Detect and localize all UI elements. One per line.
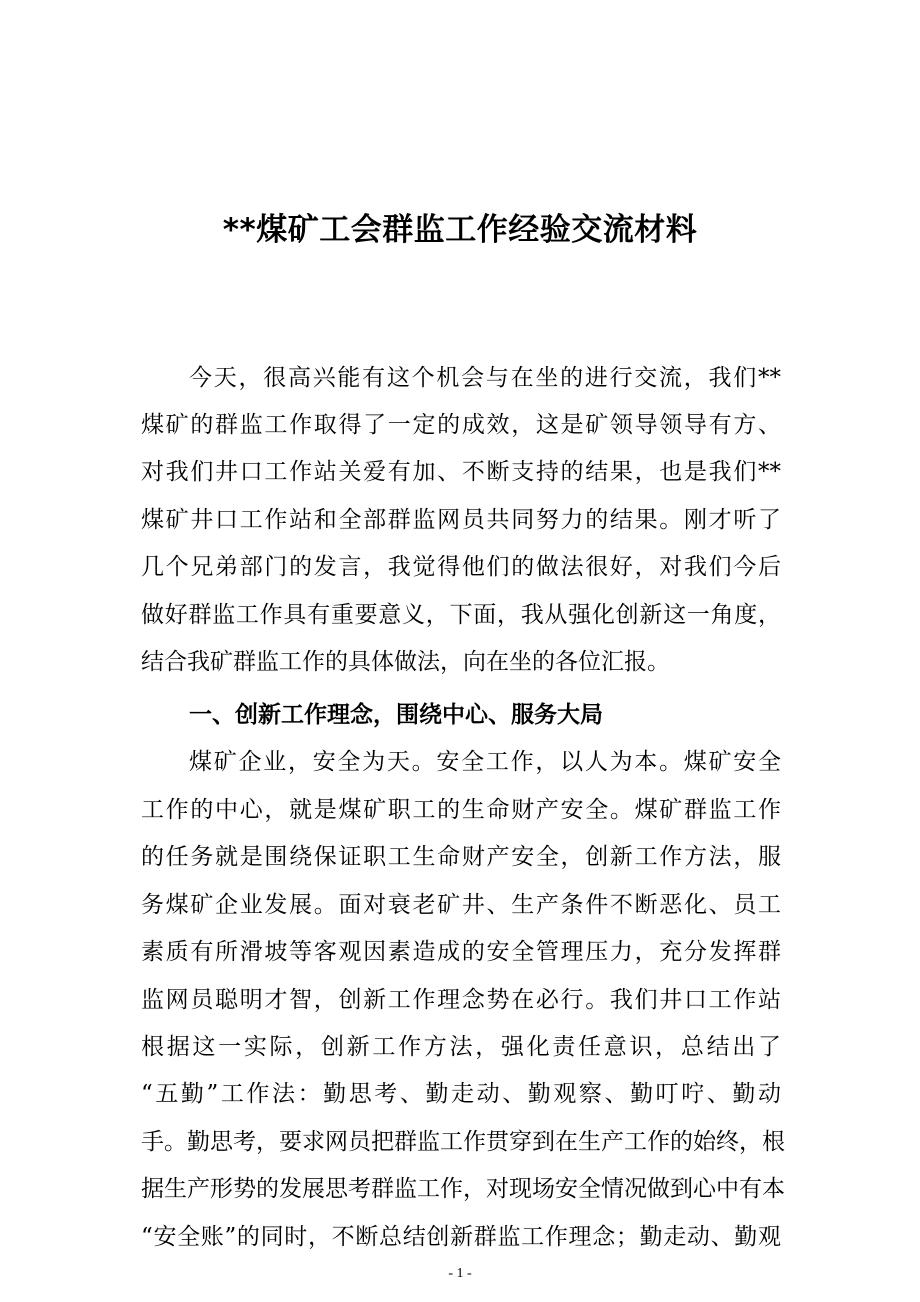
- paragraph2-line: 务煤矿企业发展。面对衰老矿井、生产条件不断恶化、员工: [141, 892, 781, 918]
- paragraph1-line: 对我们井口工作站关爱有加、不断支持的结果，也是我们**: [141, 459, 781, 485]
- paragraph2-line: “安全账”的同时，不断总结创新群监工作理念；勤走动、勤观: [141, 1224, 781, 1250]
- paragraph2-line: 据生产形势的发展思考群监工作，对现场安全情况做到心中有本: [141, 1176, 785, 1202]
- paragraph1-line: 几个兄弟部门的发言，我觉得他们的做法很好，对我们今后: [141, 554, 781, 580]
- paragraph1-line: 做好群监工作具有重要意义，下面，我从强化创新这一角度，: [141, 602, 781, 628]
- page-number: - 1 -: [448, 1266, 472, 1281]
- paragraph2-line: 监网员聪明才智，创新工作理念势在必行。我们井口工作站: [141, 987, 781, 1013]
- paragraph1-line: 煤矿的群监工作取得了一定的成效，这是矿领导领导有方、: [141, 412, 781, 438]
- paragraph2-line: 工作的中心，就是煤矿职工的生命财产安全。煤矿群监工作: [141, 797, 781, 823]
- paragraph2-line: 手。勤思考，要求网员把群监工作贯穿到在生产工作的始终，根: [141, 1129, 785, 1155]
- paragraph1-line: 今天，很高兴能有这个机会与在坐的进行交流，我们**: [189, 365, 781, 391]
- paragraph2-line: “五勤”工作法：勤思考、勤走动、勤观察、勤叮咛、勤动: [141, 1081, 781, 1107]
- paragraph2-line: 根据这一实际，创新工作方法，强化责任意识，总结出了: [141, 1034, 781, 1060]
- section-heading: 一、创新工作理念，围绕中心、服务大局: [189, 702, 603, 728]
- paragraph2-line: 的任务就是围绕保证职工生命财产安全，创新工作方法，服: [141, 844, 781, 870]
- paragraph1-line: 结合我矿群监工作的具体做法，向在坐的各位汇报。: [141, 649, 670, 675]
- document-title: **煤矿工会群监工作经验交流材料: [222, 212, 698, 248]
- paragraph2-line: 素质有所滑坡等客观因素造成的安全管理压力，充分发挥群: [141, 939, 781, 965]
- paragraph2-line: 煤矿企业，安全为天。安全工作，以人为本。煤矿安全: [189, 749, 781, 775]
- paragraph1-line: 煤矿井口工作站和全部群监网员共同努力的结果。刚才听了: [141, 507, 781, 533]
